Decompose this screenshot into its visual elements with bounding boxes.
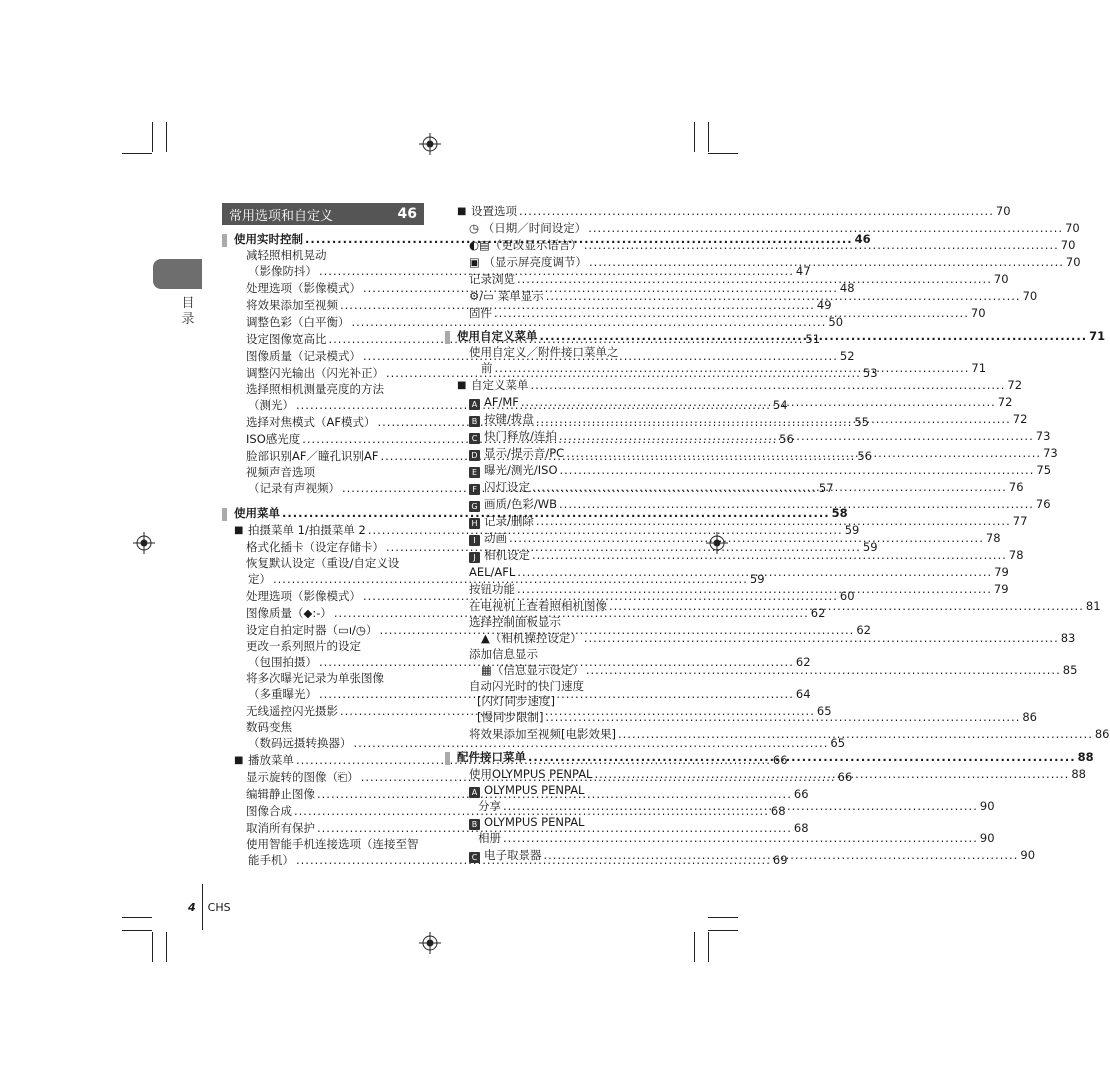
custom-menu-c-icon: C — [469, 433, 480, 444]
toc-entry[interactable]: 使用OLYMPUS PENPAL ..... 88 — [445, 766, 643, 783]
crop-mark — [122, 917, 152, 918]
toc-entry-line[interactable]: 数码变焦 — [246, 720, 292, 734]
footer-divider — [202, 884, 203, 930]
toc-entry[interactable]: 显示旋转的图像（⎗） ..... 66 — [222, 769, 424, 786]
registration-mark-icon — [419, 932, 441, 954]
toc-entry[interactable]: H 记录/删除 ..... 77 — [445, 513, 643, 530]
crop-mark — [166, 932, 167, 962]
toc-entry[interactable]: 图像质量（记录模式） ..... 52 — [222, 348, 424, 365]
toc-entry[interactable]: （数码远摄转换器） ..... 65 — [222, 735, 424, 752]
toc-group[interactable]: 使用实时控制 ..... 46 — [222, 231, 424, 248]
language-code: CHS — [207, 900, 231, 914]
toc-entry-line[interactable]: 选择控制面板显示 — [469, 615, 561, 629]
crop-mark — [708, 153, 738, 154]
toc-entry[interactable]: B 按键/拨盘 ..... 72 — [445, 411, 643, 428]
toc-entry[interactable]: 相册 ..... 90 — [445, 830, 643, 847]
toc-entry[interactable]: 处理选项（影像模式） ..... 60 — [222, 588, 424, 605]
toc-entry-line[interactable]: 更改一系列照片的设定 — [246, 639, 361, 653]
custom-menu-g-icon: G — [469, 501, 480, 512]
toc-entry-line[interactable]: 减轻照相机晃动 — [246, 248, 327, 262]
toc-entry[interactable]: （记录有声视频） ..... 57 — [222, 480, 424, 497]
toc-entry-line[interactable]: A OLYMPUS PENPAL — [445, 783, 643, 798]
section-title: 常用选项和自定义 — [229, 208, 334, 224]
toc-entry[interactable]: ▣ （显示屏亮度调节） ..... 70 — [445, 254, 643, 271]
toc-entry[interactable]: ■ 播放菜单 ..... 66 — [222, 752, 424, 769]
toc-entry[interactable]: F 闪灯设定 ..... 76 — [445, 479, 643, 496]
crop-mark — [708, 122, 709, 152]
menu-display-icon: ⚙/▭ — [469, 289, 498, 303]
toc-entry[interactable]: [慢同步限制] ..... 86 — [445, 709, 643, 726]
toc-entry[interactable]: ■ 自定义菜单 ..... 72 — [445, 377, 643, 394]
crop-mark — [694, 122, 695, 152]
toc-entry[interactable]: 脸部识别AF／瞳孔识别AF ..... 56 — [222, 448, 424, 465]
toc-entry[interactable]: 前 ..... 71 — [445, 360, 643, 377]
crop-mark — [122, 153, 152, 154]
crop-mark — [152, 122, 153, 152]
toc-entry[interactable]: ⚙/▭ 菜单显示 ..... 70 — [445, 288, 643, 305]
toc-group[interactable]: 使用自定义菜单 ..... 71 — [445, 328, 643, 345]
toc-entry[interactable]: 分享 ..... 90 — [445, 798, 643, 815]
toc-group[interactable]: 使用菜单 ..... 58 — [222, 505, 424, 522]
info-display-icon: ▦ — [481, 663, 492, 677]
crop-mark — [708, 917, 738, 918]
toc-entry[interactable]: 能手机） ..... 69 — [222, 852, 424, 869]
toc-entry-line[interactable]: 自动闪光时的快门速度 — [469, 679, 584, 693]
toc-entry[interactable]: 取消所有保护 ..... 68 — [222, 820, 424, 837]
toc-entry-line[interactable]: [闪灯同步速度] — [477, 694, 555, 708]
toc-entry[interactable]: ◐▤（更改显示语言） ..... 70 — [445, 237, 643, 254]
toc-entry[interactable]: 在电视机上查看照相机图像 ..... 81 — [445, 598, 643, 615]
toc-entry[interactable]: 图像合成 ..... 68 — [222, 803, 424, 820]
section-header — [222, 203, 424, 225]
custom-menu-j-icon: J — [469, 552, 480, 563]
chapter-label: 目 录 — [181, 296, 195, 327]
toc-entry[interactable]: ISO感光度 ..... 56 — [222, 431, 424, 448]
toc-entry[interactable]: 选择对焦模式（AF模式） ..... 55 — [222, 414, 424, 431]
toc-entry-line[interactable]: 将多次曝光记录为单张图像 — [246, 671, 384, 685]
toc-entry[interactable]: 调整色彩（白平衡） ..... 50 — [222, 314, 424, 331]
toc-entry[interactable]: 设定图像宽高比 ..... 51 — [222, 331, 424, 348]
language-icon: ◐▤ — [469, 238, 490, 252]
crop-mark — [122, 930, 152, 931]
page-footer — [188, 884, 231, 930]
toc-entry[interactable]: 将效果添加至视频[电影效果] ..... 86 — [445, 726, 643, 743]
accessory-menu-c-icon: C — [469, 852, 480, 863]
toc-entry[interactable]: 编辑静止图像 ..... 66 — [222, 786, 424, 803]
crop-mark — [708, 932, 709, 962]
toc-entry[interactable]: ■ 设置选项 ..... 70 — [445, 203, 643, 220]
toc-entry-line[interactable]: 添加信息显示 — [469, 647, 538, 661]
page-number: 4 — [188, 900, 196, 914]
toc-entry[interactable]: C 电子取景器 ..... 90 — [445, 847, 643, 864]
toc-entry[interactable]: 格式化插卡（设定存储卡） ..... 59 — [222, 539, 424, 556]
custom-menu-h-icon: H — [469, 518, 480, 529]
camera-icon: ▲ — [481, 631, 490, 645]
custom-menu-f-icon: F — [469, 484, 480, 495]
section-page: 46 — [397, 206, 417, 222]
toc-entry[interactable]: 记录浏览 ..... 70 — [445, 271, 643, 288]
accessory-menu-a-icon: A — [469, 787, 480, 798]
toc-entry[interactable]: 设定自拍定时器（▭ı/◷） ..... 62 — [222, 622, 424, 639]
toc-entry[interactable]: 无线遥控闪光摄影 ..... 65 — [222, 703, 424, 720]
toc-entry[interactable]: 固件 ..... 70 — [445, 305, 643, 322]
toc-entry[interactable]: ◷ （日期／时间设定） ..... 70 — [445, 220, 643, 237]
toc-group[interactable]: 配件接口菜单 ..... 88 — [445, 749, 643, 766]
custom-menu-b-icon: B — [469, 416, 480, 427]
toc-entry[interactable]: I 动画 ..... 78 — [445, 530, 643, 547]
crop-mark — [694, 932, 695, 962]
toc-entry[interactable]: C 快门释放/连拍 ..... 73 — [445, 428, 643, 445]
monitor-brightness-icon: ▣ — [469, 255, 484, 269]
toc-entry[interactable]: D 显示/提示音/PC ..... 73 — [445, 445, 643, 462]
clock-icon: ◷ — [469, 221, 483, 235]
toc-entry[interactable]: ■ 拍摄菜单 1/拍摄菜单 2 ..... 59 — [222, 522, 424, 539]
custom-menu-i-icon: I — [469, 535, 480, 546]
toc-entry[interactable]: 图像质量（◆:-） ..... 62 — [222, 605, 424, 622]
toc-entry[interactable]: 处理选项（影像模式） ..... 48 — [222, 280, 424, 297]
crop-mark — [152, 932, 153, 962]
crop-mark — [708, 930, 738, 931]
toc-entry[interactable]: AEL/AFL ..... 79 — [445, 564, 643, 581]
toc-entry-line[interactable]: 使用智能手机连接选项（连接至智 — [246, 837, 419, 851]
toc-entry[interactable]: ▦（信息显示设定） ..... 85 — [445, 662, 643, 679]
toc-entry[interactable]: （多重曝光） ..... 64 — [222, 686, 424, 703]
toc-entry[interactable]: G 画质/色彩/WB ..... 76 — [445, 496, 643, 513]
toc-entry[interactable]: （影像防抖） ..... 47 — [222, 263, 424, 280]
toc-entry[interactable]: （测光） ..... 54 — [222, 397, 424, 414]
toc-entry[interactable]: （包围拍摄） ..... 62 — [222, 654, 424, 671]
toc-entry-line[interactable]: 恢复默认设定（重设/自定义设 — [246, 556, 400, 570]
toc-entry[interactable]: ▲（相机操控设定） ..... 83 — [445, 630, 643, 647]
toc-entry[interactable]: A AF/MF ..... 72 — [445, 394, 643, 411]
toc-entry-line[interactable]: 视频声音选项 — [246, 465, 315, 479]
toc-entry[interactable]: 将效果添加至视频 ..... 49 — [222, 297, 424, 314]
toc-entry[interactable]: 按钮功能 ..... 79 — [445, 581, 643, 598]
toc-entry[interactable]: J 相机设定 ..... 78 — [445, 547, 643, 564]
custom-menu-a-icon: A — [469, 399, 480, 410]
toc-entry[interactable]: E 曝光/测光/ISO ..... 75 — [445, 462, 643, 479]
toc-entry-line[interactable]: 选择照相机测量亮度的方法 — [246, 382, 384, 396]
registration-mark-icon — [419, 133, 441, 155]
custom-menu-d-icon: D — [469, 450, 480, 461]
crop-mark — [166, 122, 167, 152]
registration-mark-icon — [133, 532, 155, 554]
toc-entry-line[interactable]: 使用自定义／附件接口菜单之 — [469, 345, 619, 359]
custom-menu-e-icon: E — [469, 467, 480, 478]
toc-entry[interactable]: 调整闪光输出（闪光补正） ..... 53 — [222, 365, 424, 382]
toc-entry-line[interactable]: B OLYMPUS PENPAL — [445, 815, 643, 830]
accessory-menu-b-icon: B — [469, 819, 480, 830]
chapter-tab — [153, 259, 202, 289]
toc-entry[interactable]: 定） ..... 59 — [222, 571, 424, 588]
